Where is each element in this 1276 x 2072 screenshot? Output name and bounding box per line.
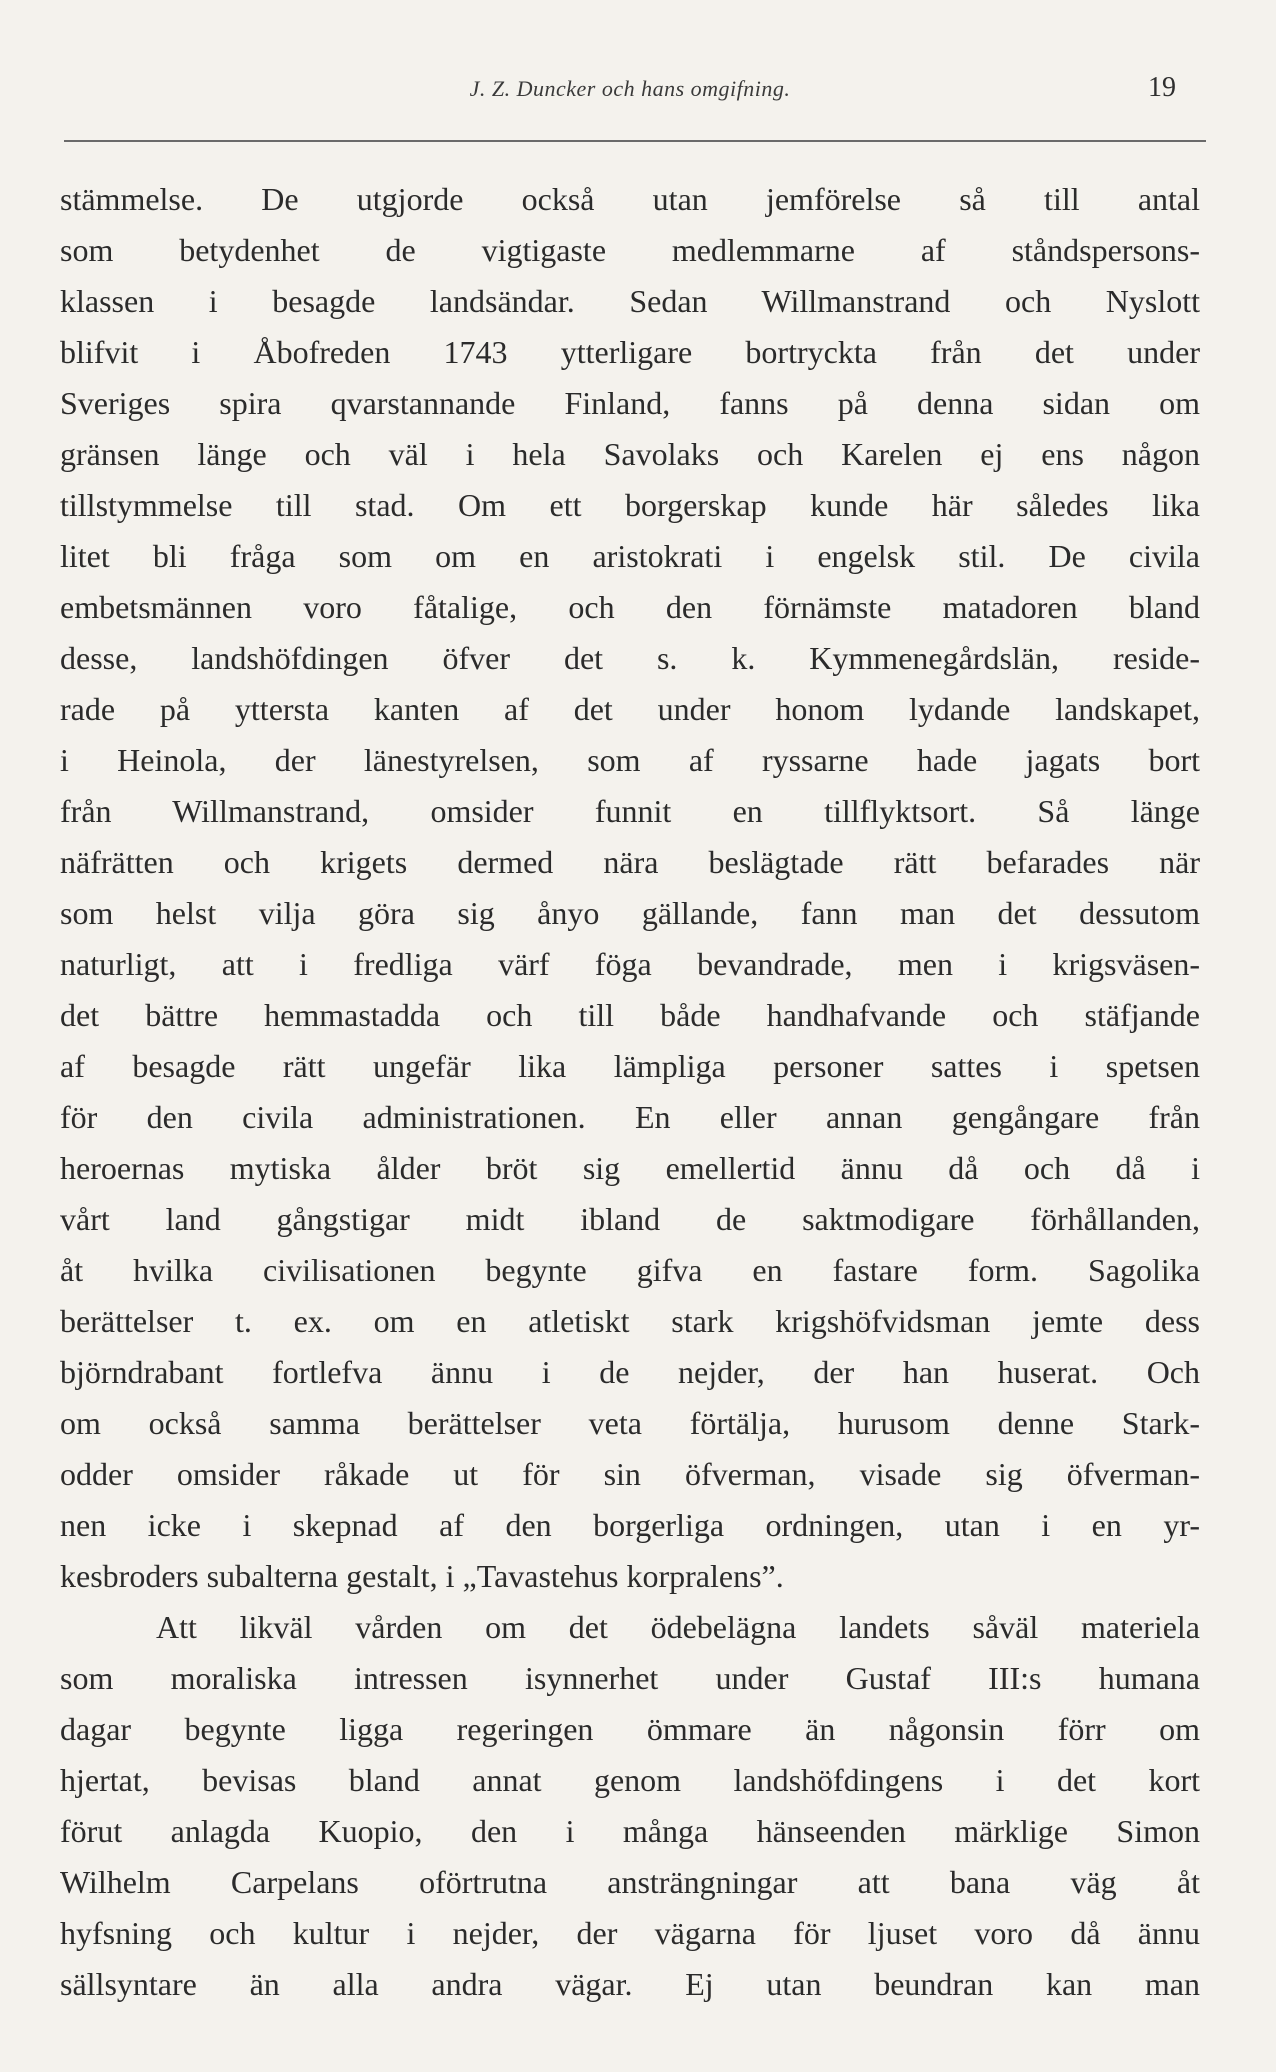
- text-line: embetsmännen voro fåtalige, och den förnämste matadoren bland: [60, 589, 1200, 625]
- text-line: om också samma berättelser veta förtälja, hurusom denne Stark-: [60, 1405, 1200, 1441]
- text-line: gränsen länge och väl i hela Savolaks och Karelen ej ens någon: [60, 436, 1200, 472]
- text-line: Att likväl vården om det ödebelägna landets såväl materiela: [156, 1609, 1200, 1645]
- text-line: björndrabant fortlefva ännu i de nejder, der han huserat. Och: [60, 1354, 1200, 1390]
- text-line: som betydenhet de vigtigaste medlemmarne af ståndspersons-: [60, 232, 1200, 268]
- text-line: som helst vilja göra sig ånyo gällande, fann man det dessutom: [60, 895, 1200, 931]
- text-line: som moraliska intressen isynnerhet under Gustaf III:s humana: [60, 1660, 1200, 1696]
- text-line: hyfsning och kultur i nejder, der vägarna för ljuset voro då ännu: [60, 1915, 1200, 1951]
- text-line: dagar begynte ligga regeringen ömmare än någonsin förr om: [60, 1711, 1200, 1747]
- text-line: naturligt, att i fredliga värf föga bevandrade, men i krigsväsen-: [60, 946, 1200, 982]
- text-line: åt hvilka civilisationen begynte gifva en fastare form. Sagolika: [60, 1252, 1200, 1288]
- text-line: stämmelse. De utgjorde också utan jemförelse så till antal: [60, 181, 1200, 217]
- text-line: desse, landshöfdingen öfver det s. k. Kymmenegårdslän, reside-: [60, 640, 1200, 676]
- text-line: för den civila administrationen. En eller annan gengångare från: [60, 1099, 1200, 1135]
- text-line: Wilhelm Carpelans oförtrutna ansträngningar att bana väg åt: [60, 1864, 1200, 1900]
- text-line: tillstymmelse till stad. Om ett borgerskap kunde här således lika: [60, 487, 1200, 523]
- text-line: blifvit i Åbofreden 1743 ytterligare bortryckta från det under: [60, 334, 1200, 370]
- text-line: af besagde rätt ungefär lika lämpliga personer sattes i spetsen: [60, 1048, 1200, 1084]
- text-line: kesbroders subalterna gestalt, i „Tavastehus korpralens”.: [60, 1558, 784, 1594]
- text-line: klassen i besagde landsändar. Sedan Willmanstrand och Nyslott: [60, 283, 1200, 319]
- text-line: det bättre hemmastadda och till både handhafvande och stäfjande: [60, 997, 1200, 1033]
- text-line: berättelser t. ex. om en atletiskt stark krigshöfvidsman jemte dess: [60, 1303, 1200, 1339]
- text-line: förut anlagda Kuopio, den i många hänseenden märklige Simon: [60, 1813, 1200, 1849]
- text-line: rade på yttersta kanten af det under honom lydande landskapet,: [60, 691, 1200, 727]
- page-number: 19: [1148, 72, 1176, 103]
- header-rule: [64, 140, 1206, 142]
- text-line: i Heinola, der länestyrelsen, som af ryssarne hade jagats bort: [60, 742, 1200, 778]
- text-line: hjertat, bevisas bland annat genom landshöfdingens i det kort: [60, 1762, 1200, 1798]
- text-line: vårt land gångstigar midt ibland de saktmodigare förhållanden,: [60, 1201, 1200, 1237]
- text-line: litet bli fråga som om en aristokrati i engelsk stil. De civila: [60, 538, 1200, 574]
- body-text: [60, 174, 1200, 2010]
- text-line: Sveriges spira qvarstannande Finland, fanns på denna sidan om: [60, 385, 1200, 421]
- text-line: heroernas mytiska ålder bröt sig emellertid ännu då och då i: [60, 1150, 1200, 1186]
- text-line: näfrätten och krigets dermed nära beslägtade rätt befarades när: [60, 844, 1200, 880]
- text-line: från Willmanstrand, omsider funnit en tillflyktsort. Så länge: [60, 793, 1200, 829]
- running-head: J. Z. Duncker och hans omgifning.: [469, 76, 791, 101]
- text-line: odder omsider råkade ut för sin öfverman, visade sig öfverman-: [60, 1456, 1200, 1492]
- text-line: nen icke i skepnad af den borgerliga ordningen, utan i en yr-: [60, 1507, 1200, 1543]
- page-header: [64, 72, 1196, 116]
- text-line: sällsyntare än alla andra vägar. Ej utan beundran kan man: [60, 1966, 1200, 2002]
